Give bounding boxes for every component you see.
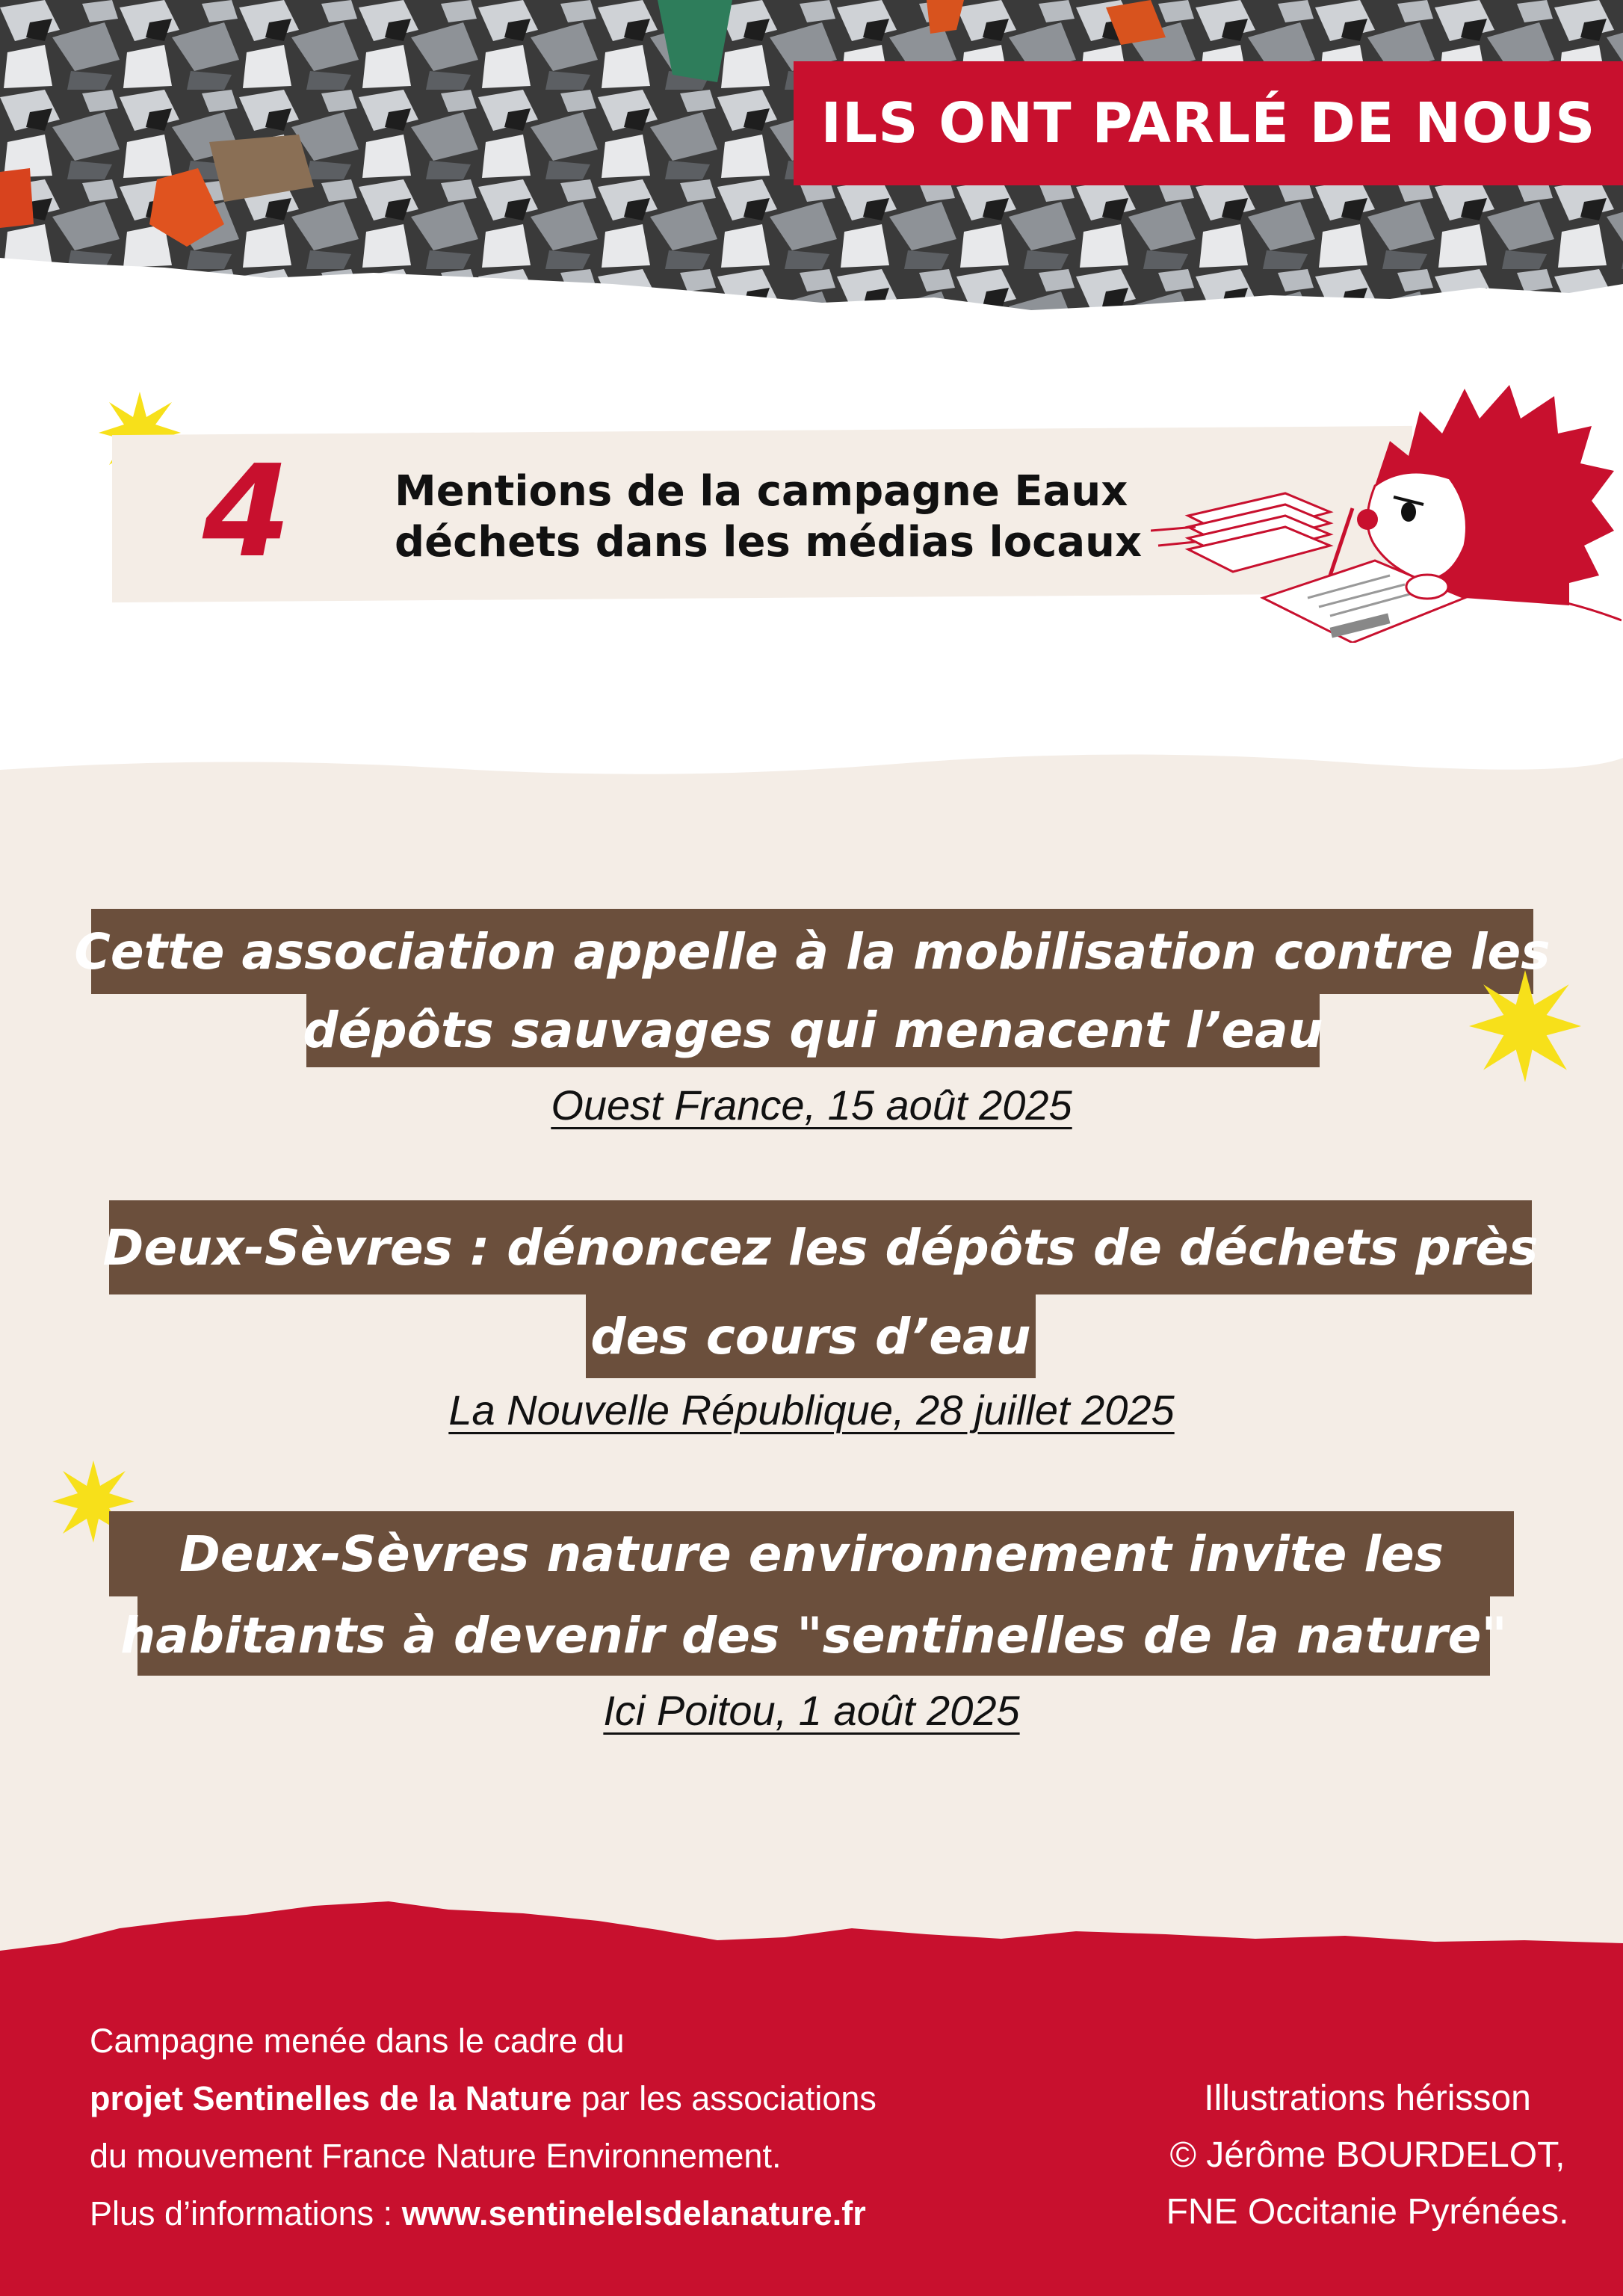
starburst-icon bbox=[1469, 970, 1581, 1082]
article-source-link[interactable]: La Nouvelle République, 28 juillet 2025 bbox=[448, 1386, 1175, 1434]
illustration-credits: Illustrations hérisson © Jérôme BOURDELOT, FNE Occitanie Pyrénées. bbox=[1166, 2079, 1569, 2232]
stat-description: Mentions de la campagne Eaux déchets dans les médias locaux bbox=[395, 467, 1143, 567]
article-source-link[interactable]: Ici Poitou, 1 août 2025 bbox=[603, 1687, 1020, 1734]
stat-number: 4 bbox=[202, 438, 291, 586]
page-title: ILS ONT PARLÉ DE NOUS bbox=[820, 91, 1596, 155]
article-headline-line: Cette association appelle à la mobilisation contre les bbox=[91, 909, 1533, 994]
article-headline-line: dépôts sauvages qui menacent l’eau bbox=[306, 993, 1320, 1067]
page-title-banner bbox=[794, 61, 1623, 185]
article-headline-line: Deux-Sèvres nature environnement invite les bbox=[109, 1511, 1514, 1596]
article-headline-line: Deux-Sèvres : dénoncez les dépôts de déchets près bbox=[109, 1200, 1532, 1294]
website-link[interactable]: www.sentinelelsdelanature.fr bbox=[401, 2194, 866, 2232]
project-name: projet Sentinelles de la Nature bbox=[90, 2079, 572, 2117]
article-source-link[interactable]: Ouest France, 15 août 2025 bbox=[551, 1081, 1072, 1129]
campaign-credits: Campagne menée dans le cadre du projet Sentinelles de la Nature par les associations du mouvement France Nature Environnement. Plus d’informations : www.sentinelelsdelanature.fr bbox=[90, 2022, 877, 2232]
article-headline-line: des cours d’eau bbox=[586, 1294, 1036, 1378]
hedgehog-illustration bbox=[1151, 374, 1622, 643]
article-headline-line: habitants à devenir des "sentinelles de la nature" bbox=[137, 1595, 1490, 1676]
